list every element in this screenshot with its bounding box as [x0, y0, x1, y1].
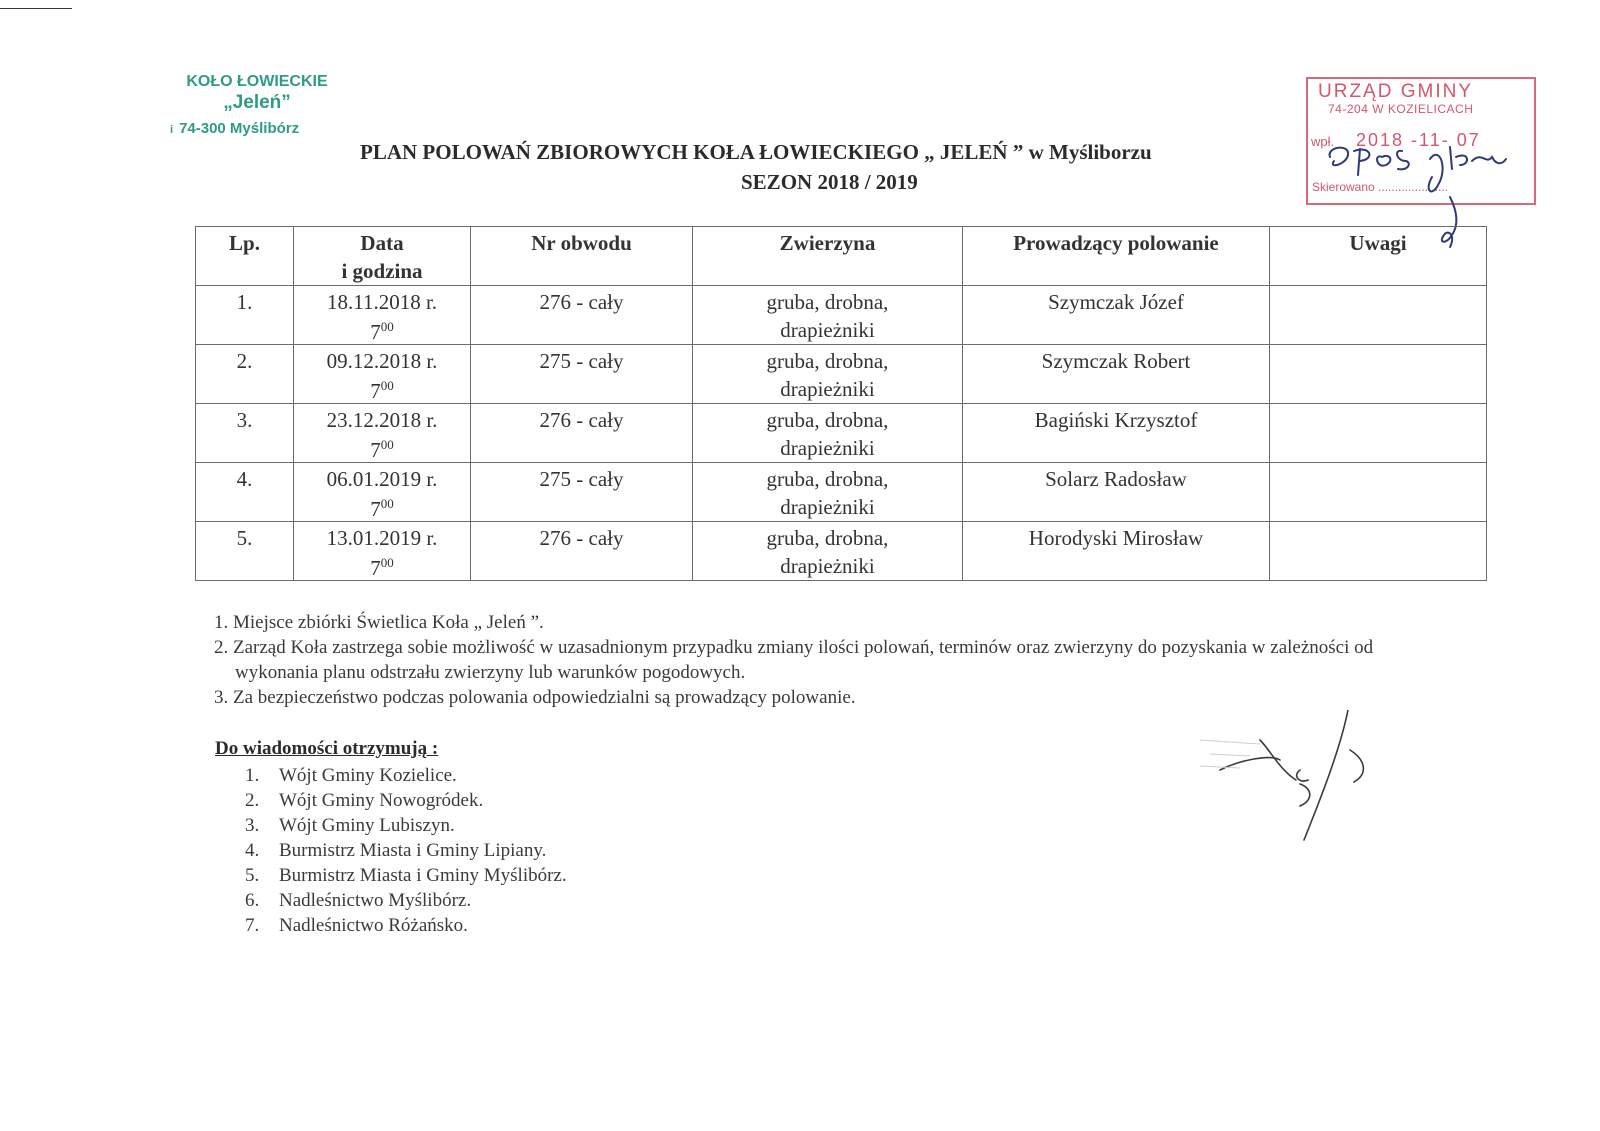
scan-edge-line — [0, 8, 72, 9]
cell-leader: Szymczak Robert — [963, 345, 1270, 404]
cell-game-line2: drapieżniki — [780, 377, 875, 401]
cell-hour: 7 — [370, 320, 381, 344]
cell-district: 276 - cały — [471, 522, 693, 581]
cell-notes — [1270, 463, 1487, 522]
list-item-text: Nadleśnictwo Myślibórz. — [279, 890, 472, 911]
cell-leader: Szymczak Józef — [963, 286, 1270, 345]
list-item — [245, 888, 567, 913]
cell-date — [294, 345, 471, 404]
office-stamp-address: 74-204 W KOZIELICACH — [1328, 102, 1474, 116]
cell-game-line1: gruba, drobna, — [766, 408, 889, 432]
distribution-list — [245, 763, 567, 938]
cell-date — [294, 522, 471, 581]
cell-time — [294, 433, 470, 462]
cell-date-text: 06.01.2019 r. — [326, 467, 438, 491]
cell-time — [294, 492, 470, 521]
cell-game-line2: drapieżniki — [780, 318, 875, 342]
club-stamp-line2: „Jeleń” — [223, 92, 291, 113]
club-stamp-line1: KOŁO ŁOWIECKIE — [186, 73, 328, 90]
list-item-number: 1. — [245, 765, 260, 786]
stamp-signature-icon — [1320, 135, 1520, 205]
table-row — [196, 463, 1487, 522]
header-notes: Uwagi — [1270, 227, 1487, 286]
cell-hour: 7 — [370, 438, 381, 462]
list-item — [245, 838, 567, 863]
page-title: PLAN POLOWAŃ ZBIOROWYCH KOŁA ŁOWIECKIEGO „ JELEŃ ” w Myśliborzu — [360, 140, 1152, 164]
list-item-text: Burmistrz Miasta i Gminy Lipiany. — [279, 840, 547, 861]
header-date-line1: Data — [360, 231, 404, 255]
cell-date-text: 09.12.2018 r. — [326, 349, 438, 373]
list-item — [245, 788, 567, 813]
office-stamp-directed-label: Skierowano ..................... — [1312, 180, 1449, 194]
list-item-number: 4. — [245, 840, 260, 861]
list-item-text: Wójt Gminy Lubiszyn. — [279, 815, 455, 836]
list-item-number: 5. — [245, 865, 260, 886]
office-stamp-received-date: 2018 -11- 07 — [1356, 130, 1481, 150]
cell-date — [294, 463, 471, 522]
cell-leader: Solarz Radosław — [963, 463, 1270, 522]
cell-notes — [1270, 286, 1487, 345]
cell-time — [294, 315, 470, 344]
note-item: 2. Zarząd Koła zastrzega sobie możliwość w uzasadnionym przypadku zmiany ilości polowań, terminów oraz zwierzyny do pozyskania w zależności od wykonania planu odstrzału zwierzyny lub warunków pogodowych. — [214, 637, 1374, 683]
cell-game-line1: gruba, drobna, — [766, 290, 889, 314]
cell-game-line2: drapieżniki — [780, 554, 875, 578]
club-stamp-address — [170, 120, 330, 137]
cell-game-line2: drapieżniki — [780, 495, 875, 519]
cell-district: 275 - cały — [471, 345, 693, 404]
bottom-signature-icon — [1200, 710, 1380, 850]
header-district: Nr obwodu — [471, 227, 693, 286]
cell-date-text: 13.01.2019 r. — [326, 526, 438, 550]
table-header-row — [196, 227, 1487, 286]
header-date — [294, 227, 471, 286]
note-item: 3. Za bezpieczeństwo podczas polowania odpowiedzialni są prowadzący polowanie. — [214, 687, 856, 708]
cell-minutes: 00 — [380, 496, 394, 511]
cell-district: 276 - cały — [471, 286, 693, 345]
cell-lp: 4. — [196, 463, 294, 522]
table-row — [196, 522, 1487, 581]
cell-game-line1: gruba, drobna, — [766, 349, 889, 373]
cell-lp: 1. — [196, 286, 294, 345]
list-item-number: 7. — [245, 915, 260, 936]
cell-game-line1: gruba, drobna, — [766, 526, 889, 550]
list-item-number: 6. — [245, 890, 260, 911]
header-leader: Prowadzący polowanie — [963, 227, 1270, 286]
header-lp: Lp. — [196, 227, 294, 286]
cell-game-line1: gruba, drobna, — [766, 467, 889, 491]
list-item — [245, 863, 567, 888]
header-date-line2: i godzina — [341, 259, 423, 283]
cell-notes — [1270, 522, 1487, 581]
list-item — [245, 913, 567, 938]
cell-notes — [1270, 345, 1487, 404]
cell-leader: Horodyski Mirosław — [963, 522, 1270, 581]
cell-game — [693, 404, 963, 463]
cell-lp: 5. — [196, 522, 294, 581]
cell-time — [294, 551, 470, 580]
cell-hour: 7 — [370, 379, 381, 403]
cell-lp: 3. — [196, 404, 294, 463]
cell-minutes: 00 — [380, 378, 394, 393]
club-stamp-address-text: 74-300 Myślibórz — [179, 120, 300, 137]
page-subtitle: SEZON 2018 / 2019 — [741, 170, 918, 194]
header-game: Zwierzyna — [693, 227, 963, 286]
cell-game — [693, 463, 963, 522]
club-stamp — [170, 73, 330, 137]
cell-leader: Bagiński Krzysztof — [963, 404, 1270, 463]
club-stamp-mark: i — [170, 124, 174, 136]
cell-district: 275 - cały — [471, 463, 693, 522]
hunt-plan-table — [195, 226, 1487, 581]
cell-date-text: 18.11.2018 r. — [326, 290, 438, 314]
list-item — [245, 813, 567, 838]
office-stamp-name: URZĄD GMINY — [1318, 81, 1473, 102]
cell-hour: 7 — [370, 556, 381, 580]
cell-game — [693, 522, 963, 581]
list-item-number: 2. — [245, 790, 260, 811]
distribution-heading: Do wiadomości otrzymują : — [215, 738, 439, 759]
cell-district: 276 - cały — [471, 404, 693, 463]
cell-date — [294, 404, 471, 463]
cell-game — [693, 286, 963, 345]
table-row — [196, 404, 1487, 463]
cell-minutes: 00 — [380, 555, 394, 570]
cell-lp: 2. — [196, 345, 294, 404]
note-item: 1. Miejsce zbiórki Świetlica Koła „ Jeleń ”. — [214, 612, 544, 633]
cell-notes — [1270, 404, 1487, 463]
cell-time — [294, 374, 470, 403]
list-item-text: Wójt Gminy Kozielice. — [279, 765, 457, 786]
list-item-text: Nadleśnictwo Różańsko. — [279, 915, 468, 936]
list-item-text: Burmistrz Miasta i Gminy Myślibórz. — [279, 865, 567, 886]
list-item-number: 3. — [245, 815, 260, 836]
cell-hour: 7 — [370, 497, 381, 521]
cell-date — [294, 286, 471, 345]
cell-date-text: 23.12.2018 r. — [326, 408, 438, 432]
office-stamp-received-label: wpł. — [1311, 134, 1335, 149]
list-item-text: Wójt Gminy Nowogródek. — [279, 790, 484, 811]
list-item — [245, 763, 567, 788]
table-row — [196, 286, 1487, 345]
table-row — [196, 345, 1487, 404]
cell-game-line2: drapieżniki — [780, 436, 875, 460]
cell-minutes: 00 — [380, 437, 394, 452]
cell-minutes: 00 — [380, 319, 394, 334]
notes-list — [214, 610, 1435, 710]
cell-game — [693, 345, 963, 404]
